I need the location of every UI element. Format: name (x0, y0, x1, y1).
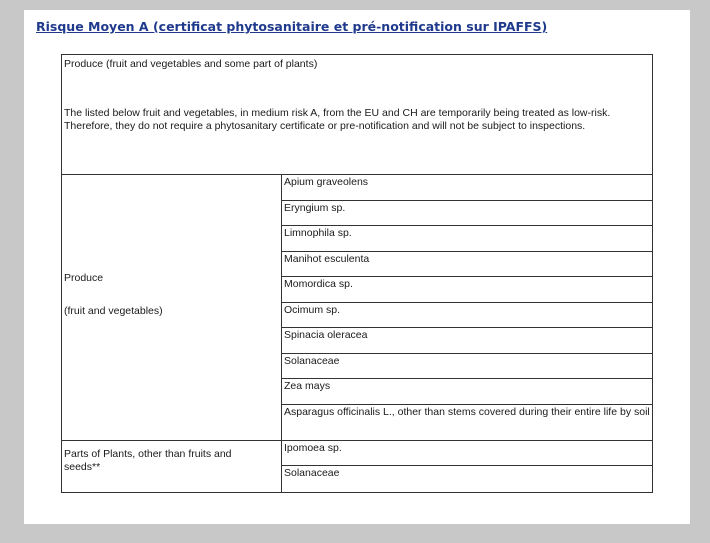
produce-row (61, 175, 653, 441)
produce-item: Zea mays (282, 379, 652, 405)
intro-text: The listed below fruit and vegetables, in medium risk A, from the EU and CH are temporarily being treated as low-risk. Therefore, they do not require a phytosanitary certificate or pre-notification and will not be subject to inspections. (64, 107, 611, 133)
produce-item: Limnophila sp. (282, 226, 652, 252)
plant-parts-row (61, 441, 653, 493)
plant-parts-label: Parts of Plants, other than fruits and seeds** (64, 447, 232, 473)
plant-parts-item: Ipomoea sp. (282, 441, 652, 467)
produce-items (282, 175, 652, 440)
produce-item: Momordica sp. (282, 277, 652, 303)
produce-item: Manihot esculenta (282, 252, 652, 278)
produce-item: Apium graveolens (282, 175, 652, 201)
plant-parts-label-cell (62, 441, 282, 492)
produce-item: Spinacia oleracea (282, 328, 652, 354)
risk-table (61, 54, 653, 493)
produce-item: Ocimum sp. (282, 303, 652, 329)
produce-item: Solanaceae (282, 354, 652, 380)
produce-label-cell (62, 175, 282, 440)
plant-parts-items (282, 441, 652, 492)
intro-row (61, 54, 653, 175)
produce-item: Asparagus officinalis L., other than stems covered during their entire life by soil (284, 405, 650, 418)
produce-sublabel: (fruit and vegetables) (64, 305, 163, 317)
document-page (24, 10, 690, 524)
section-heading[interactable]: Risque Moyen A (certificat phytosanitaire et pré-notification sur IPAFFS) (36, 19, 548, 34)
produce-label: Produce (64, 272, 104, 284)
plant-parts-item: Solanaceae (284, 467, 340, 479)
produce-item: Eryngium sp. (282, 201, 652, 227)
intro-title: Produce (fruit and vegetables and some part of plants) (64, 58, 318, 70)
